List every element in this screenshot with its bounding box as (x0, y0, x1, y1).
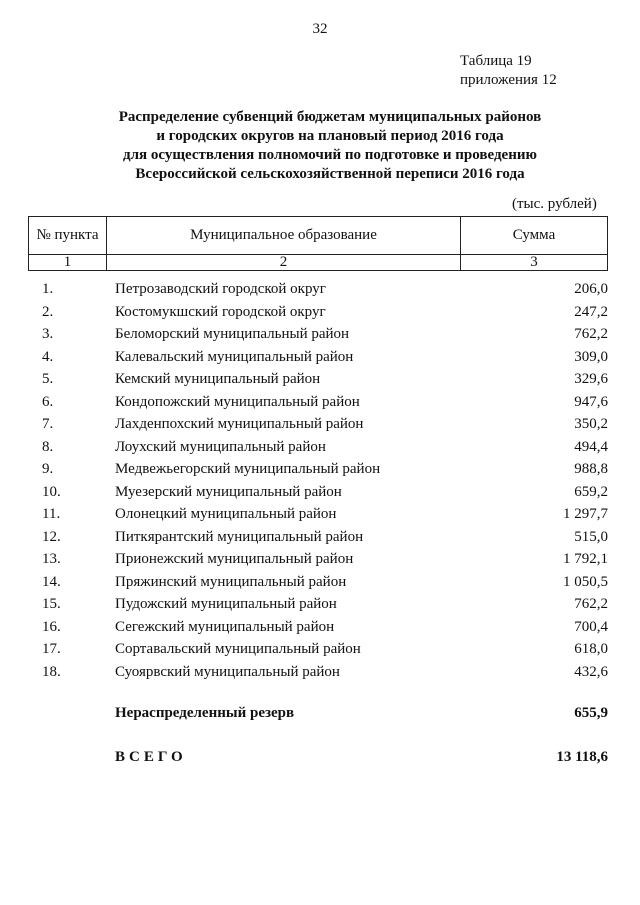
row-municipality: Сегежский муниципальный район (115, 618, 335, 635)
row-number: 16. (42, 618, 61, 635)
row-amount: 988,8 (574, 461, 608, 477)
table-row (0, 638, 640, 661)
row-number: 4. (42, 348, 54, 365)
title-line4: Всероссийской сельскохозяйственной переписи 2016 года (135, 166, 525, 182)
table-row (0, 481, 640, 504)
table-row (0, 278, 640, 301)
row-number: 5. (42, 371, 54, 387)
row-municipality: Суоярвский муниципальный район (115, 663, 340, 680)
title-line3: для осуществления полномочий по подготовке и проведению (123, 147, 537, 163)
row-municipality: Сортавальский муниципальный район (115, 641, 361, 657)
row-number: 8. (42, 438, 54, 455)
row-amount: 350,2 (574, 416, 608, 432)
table-reference (460, 52, 557, 90)
header-col-number-1: 1 (29, 255, 107, 271)
row-municipality: Лахденпохский муниципальный район (115, 416, 364, 432)
title-line2: и городских округов на плановый период 2016 года (156, 128, 504, 144)
table-row (0, 616, 640, 639)
row-amount: 206,0 (574, 281, 608, 297)
row-amount: 432,6 (574, 663, 608, 680)
table-row (0, 526, 640, 549)
title-line1: Распределение субвенций бюджетам муниципальных районов (118, 109, 542, 125)
reserve-label: Нераспределенный резерв (115, 705, 295, 721)
row-number: 15. (42, 596, 61, 612)
page-number: 32 (312, 21, 328, 37)
row-amount: 494,4 (574, 438, 608, 455)
row-amount: 762,2 (574, 596, 608, 612)
row-amount: 1 050,5 (563, 573, 608, 590)
table-row (0, 436, 640, 459)
table-row (0, 571, 640, 594)
table-row (0, 413, 640, 436)
document-title (60, 108, 600, 184)
row-number: 12. (42, 528, 61, 545)
row-municipality: Кондопожский муниципальный район (115, 393, 360, 410)
row-amount: 700,4 (574, 618, 608, 635)
table-row (0, 323, 640, 346)
row-number: 18. (42, 663, 61, 680)
row-municipality: Кемский муниципальный район (115, 371, 321, 387)
header-col-number-2: 2 (107, 255, 461, 271)
row-municipality: Костомукшский городской округ (115, 303, 326, 320)
row-municipality: Питкярантский муниципальный район (115, 528, 364, 545)
row-number: 2. (42, 303, 54, 320)
row-number: 7. (42, 416, 54, 432)
row-amount: 309,0 (574, 348, 608, 365)
row-municipality: Медвежьегорский муниципальный район (115, 461, 381, 477)
table-reference-line2: приложения 12 (460, 72, 557, 88)
reserve-amount: 655,9 (574, 705, 608, 721)
table-row (0, 548, 640, 571)
row-number: 17. (42, 641, 61, 657)
table-body (0, 278, 640, 683)
row-municipality: Калевальский муниципальный район (115, 348, 354, 365)
row-municipality: Пудожский муниципальный район (115, 596, 337, 612)
row-amount: 247,2 (574, 303, 608, 320)
row-amount: 618,0 (574, 641, 608, 657)
table-row (0, 458, 640, 481)
table-reference-line1: Таблица 19 (460, 53, 532, 69)
row-municipality: Петрозаводский городской округ (115, 281, 326, 297)
table-row (0, 346, 640, 369)
row-amount: 329,6 (574, 371, 608, 387)
header-col-number-3: 3 (461, 255, 608, 271)
row-number: 14. (42, 573, 61, 590)
row-number: 3. (42, 326, 54, 342)
table-row (0, 593, 640, 616)
row-municipality: Лоухский муниципальный район (115, 438, 326, 455)
row-amount: 1 792,1 (563, 551, 608, 567)
row-number: 9. (42, 461, 54, 477)
row-number: 10. (42, 483, 61, 500)
row-amount: 762,2 (574, 326, 608, 342)
units-label: (тыс. рублей) (512, 196, 597, 212)
row-number: 11. (42, 506, 61, 522)
total-amount: 13 118,6 (556, 749, 608, 765)
table-row (0, 301, 640, 324)
row-municipality: Прионежский муниципальный район (115, 551, 354, 567)
row-number: 1. (42, 281, 54, 297)
row-amount: 515,0 (574, 528, 608, 545)
row-amount: 659,2 (574, 483, 608, 500)
row-municipality: Олонецкий муниципальный район (115, 506, 337, 522)
table-row (0, 391, 640, 414)
table-header (28, 216, 608, 271)
table-row (0, 503, 640, 526)
row-municipality: Беломорский муниципальный район (115, 326, 350, 342)
row-number: 6. (42, 393, 54, 410)
total-label: ВСЕГО (115, 749, 187, 765)
header-amount: Сумма (461, 217, 608, 255)
row-amount: 1 297,7 (563, 506, 608, 522)
table-row (0, 661, 640, 684)
row-municipality: Муезерский муниципальный район (115, 483, 342, 500)
header-item-number: № пункта (29, 217, 107, 255)
row-number: 13. (42, 551, 61, 567)
header-municipality: Муниципальное образование (107, 217, 461, 255)
row-amount: 947,6 (574, 393, 608, 410)
row-municipality: Пряжинский муниципальный район (115, 573, 347, 590)
table-row (0, 368, 640, 391)
